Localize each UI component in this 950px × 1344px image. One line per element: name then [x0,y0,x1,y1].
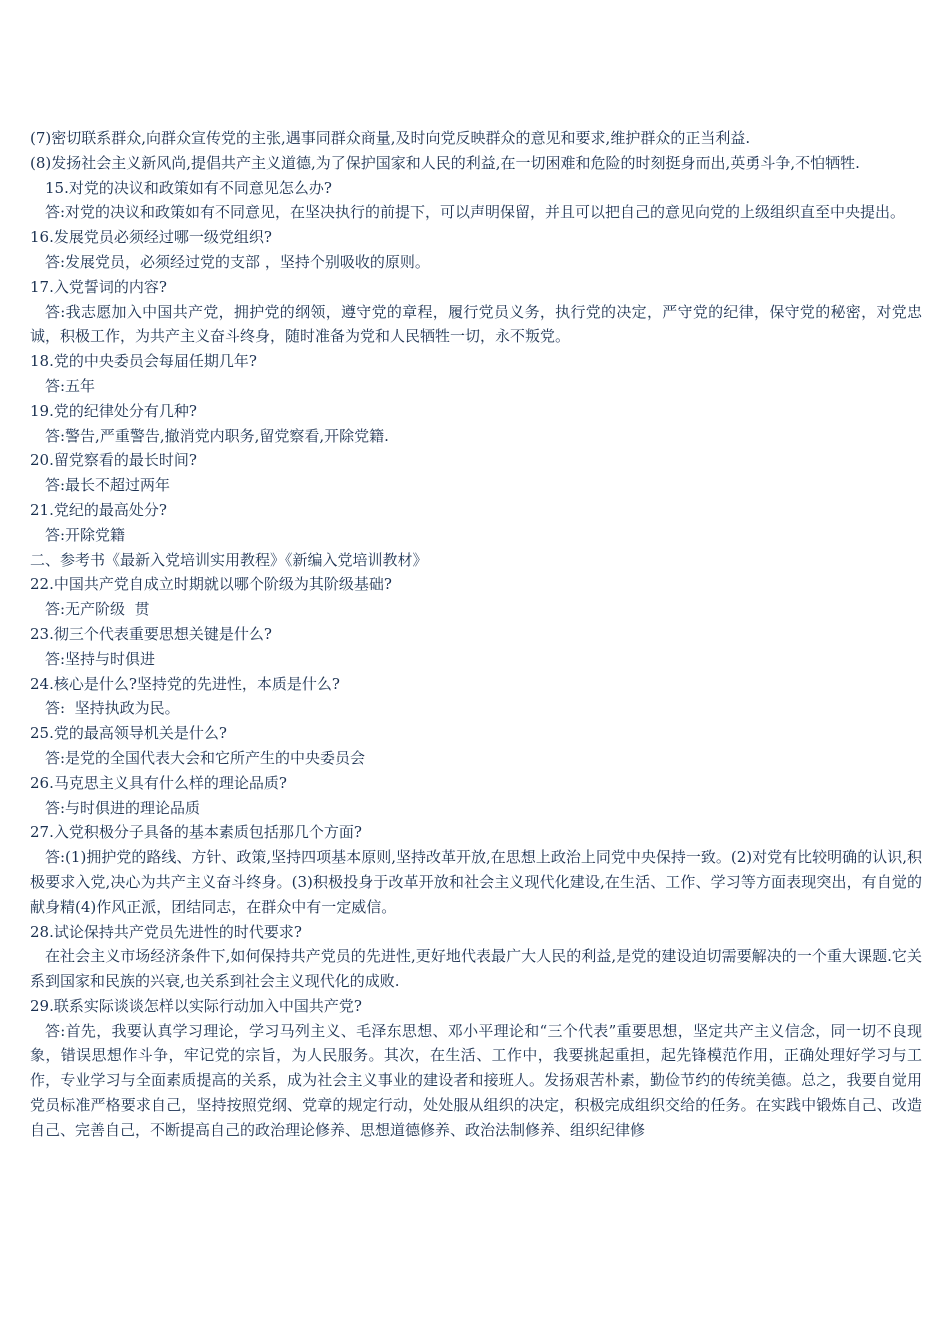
answer-28: 在社会主义市场经济条件下,如何保持共产党员的先进性,更好地代表最广大人民的利益,是党的建设迫切需要解决的一个重大课题.它关系到国家和民族的兴衰,也关系到社会主义现代化的成败. [30,947,922,991]
answer-23: 答:坚持与时俱进 [45,649,156,668]
question-25: 25.党的最高领导机关是什么? [30,724,227,743]
question-23: 23.彻三个代表重要思想关键是什么? [30,624,272,643]
answer-26: 答:与时俱进的理论品质 [45,798,201,817]
question-16: 16.发展党员必须经过哪一级党组织? [30,228,272,247]
question-29: 29.联系实际谈谈怎样以实际行动加入中国共产党? [30,996,362,1015]
answer-17: 答:我志愿加入中国共产党，拥护党的纲领，遵守党的章程，履行党员义务，执行党的决定，严守党的纪律，保守党的秘密，对党忠诚，积极工作，为共产主义奋斗终身，随时准备为党和人民牺牲一切，永不叛党。 [30,302,922,346]
question-17: 17.入党誓词的内容? [30,277,167,296]
answer-19: 答:警告,严重警告,撤消党内职务,留党察看,开除党籍. [45,426,389,445]
answer-29: 答:首先，我要认真学习理论，学习马列主义、毛泽东思想、邓小平理论和“三个代表”重要思想，坚定共产主义信念，同一切不良现象，错误思想作斗争，牢记党的宗旨，为人民服务。其次，在生活、工作中，我要挑起重担，起先锋模范作用，正确处理好学习与工作，专业学习与全面素质提高的关系，成为社会主义事业的建设者和接班人。发扬艰苦朴素，勤俭节约的传统美德。总之，我要自觉用党员标准严格要求自己，坚持按照党纲、党章的规定行动，处处服从组织的决定，积极完成组织交给的任务。在实践中锻炼自己、改造自己、完善自己，不断提高自己的政治理论修养、思想道德修养、政治法制修养、组织纪律修 [30,1021,922,1139]
question-19: 19.党的纪律处分有几种? [30,401,197,420]
answer-20: 答:最长不超过两年 [45,476,171,495]
question-18: 18.党的中央委员会每届任期几年? [30,352,257,371]
document-body [30,126,922,1143]
answer-25: 答:是党的全国代表大会和它所产生的中央委员会 [45,748,366,767]
question-15: 15.对党的决议和政策如有不同意见怎么办? [45,178,332,197]
question-20: 20.留党察看的最长时间? [30,451,197,470]
answer-16: 答:发展党员，必须经过党的支部 ，坚持个别吸收的原则。 [45,252,430,271]
section-heading-references: 二、参考书《最新入党培训实用教程》《新编入党培训教材》 [30,550,428,569]
question-22: 22.中国共产党自成立时期就以哪个阶级为其阶级基础? [30,575,392,594]
paragraph-duty-7: (7)密切联系群众,向群众宣传党的主张,遇事同群众商量,及时向党反映群众的意见和要求,维护群众的正当利益. [30,129,751,147]
answer-22: 答:无产阶级 贯 [45,600,150,619]
question-28: 28.试论保持共产党员先进性的时代要求? [30,922,302,941]
question-26: 26.马克思主义具有什么样的理论品质? [30,773,287,792]
answer-15: 答:对党的决议和政策如有不同意见，在坚决执行的前提下，可以声明保留，并且可以把自己的意见向党的上级组织直至中央提出。 [45,203,906,222]
question-21: 21.党纪的最高处分? [30,500,167,519]
answer-18: 答:五年 [45,376,96,395]
paragraph-duty-8: (8)发扬社会主义新风尚,提倡共产主义道德,为了保护国家和人民的利益,在一切困难和危险的时刻挺身而出,英勇斗争,不怕牺牲. [30,153,860,172]
question-27: 27.入党积极分子具备的基本素质包括那几个方面? [30,823,362,842]
question-24: 24.核心是什么?坚持党的先进性，本质是什么? [30,674,340,693]
answer-27: 答:(1)拥护党的路线、方针、政策,坚持四项基本原则,坚持改革开放,在思想上政治上同党中央保持一致。(2)对党有比较明确的认识,积极要求入党,决心为共产主义奋斗终身。(3)积极投身于改革开放和社会主义现代化建设,在生活、工作、学习等方面表现突出，有自觉的献身精(4)作风正派，团结同志，在群众中有一定威信。 [30,848,922,916]
answer-24: 答: 坚持执政为民。 [45,699,180,718]
answer-21: 答:开除党籍 [45,525,126,544]
